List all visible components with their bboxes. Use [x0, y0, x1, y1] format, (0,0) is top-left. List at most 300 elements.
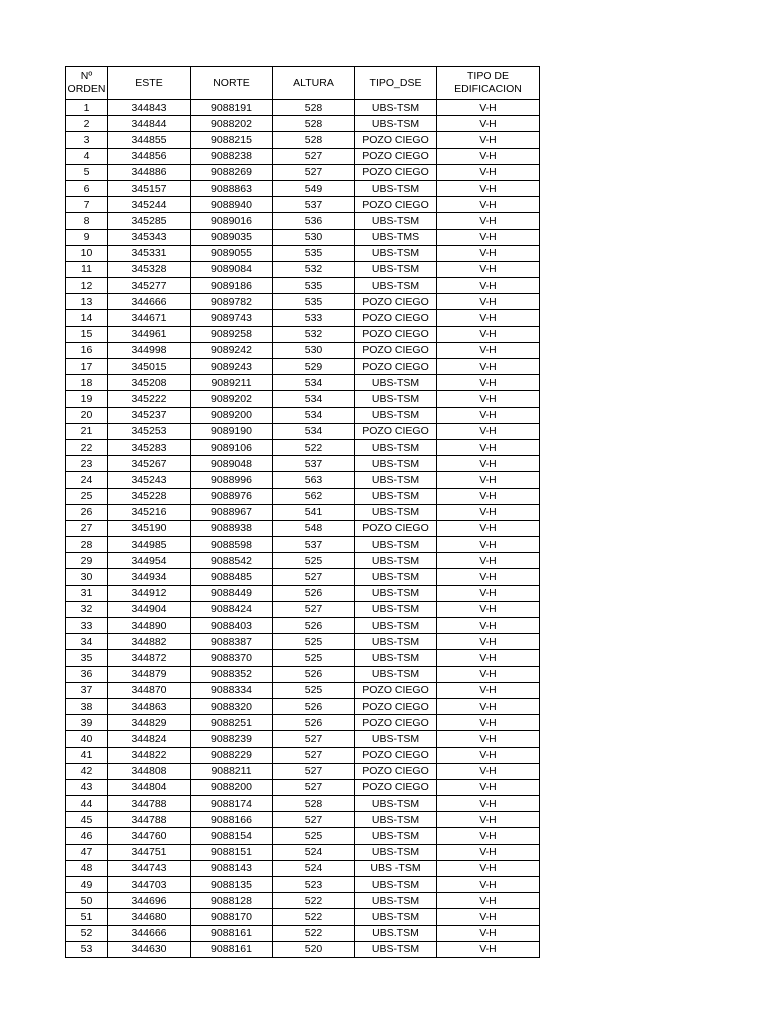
cell-orden: 28 — [66, 537, 108, 553]
cell-este: 345277 — [108, 278, 191, 294]
cell-orden: 37 — [66, 682, 108, 698]
cell-tipo-dse: POZO CIEGO — [355, 423, 437, 439]
cell-norte: 9089190 — [191, 423, 273, 439]
cell-tipo-edificacion: V-H — [437, 569, 540, 585]
cell-tipo-edificacion: V-H — [437, 456, 540, 472]
table-row — [66, 180, 540, 196]
cell-norte: 9088143 — [191, 860, 273, 876]
table-row — [66, 666, 540, 682]
cell-orden: 38 — [66, 698, 108, 714]
cell-altura: 525 — [273, 650, 355, 666]
cell-tipo-dse: UBS-TSM — [355, 828, 437, 844]
cell-este: 345190 — [108, 520, 191, 536]
table-row — [66, 407, 540, 423]
cell-altura: 533 — [273, 310, 355, 326]
cell-tipo-dse: UBS-TSM — [355, 650, 437, 666]
cell-tipo-dse: POZO CIEGO — [355, 132, 437, 148]
cell-norte: 9088598 — [191, 537, 273, 553]
cell-tipo-edificacion: V-H — [437, 666, 540, 682]
cell-tipo-dse: UBS-TSM — [355, 909, 437, 925]
cell-orden: 1 — [66, 100, 108, 116]
cell-tipo-dse: UBS-TSM — [355, 796, 437, 812]
column-header-este: ESTE — [108, 67, 191, 100]
table-body — [66, 100, 540, 958]
cell-tipo-dse: UBS-TSM — [355, 261, 437, 277]
table-row — [66, 245, 540, 261]
cell-tipo-edificacion: V-H — [437, 407, 540, 423]
cell-norte: 9088151 — [191, 844, 273, 860]
cell-este: 345228 — [108, 488, 191, 504]
cell-tipo-dse: UBS-TSM — [355, 877, 437, 893]
cell-orden: 27 — [66, 520, 108, 536]
cell-norte: 9089782 — [191, 294, 273, 310]
table-row — [66, 213, 540, 229]
cell-orden: 4 — [66, 148, 108, 164]
cell-tipo-dse: UBS-TSM — [355, 407, 437, 423]
cell-altura: 527 — [273, 164, 355, 180]
cell-tipo-dse: UBS-TSM — [355, 553, 437, 569]
cell-tipo-dse: UBS-TSM — [355, 812, 437, 828]
cell-tipo-edificacion: V-H — [437, 941, 540, 957]
table-row — [66, 828, 540, 844]
cell-este: 344855 — [108, 132, 191, 148]
table-row — [66, 423, 540, 439]
cell-orden: 24 — [66, 472, 108, 488]
cell-norte: 9089016 — [191, 213, 273, 229]
cell-tipo-dse: UBS-TSM — [355, 439, 437, 455]
cell-altura: 528 — [273, 796, 355, 812]
cell-tipo-dse: UBS-TSM — [355, 213, 437, 229]
cell-este: 344961 — [108, 326, 191, 342]
cell-tipo-edificacion: V-H — [437, 213, 540, 229]
cell-tipo-dse: POZO CIEGO — [355, 779, 437, 795]
cell-altura: 563 — [273, 472, 355, 488]
cell-este: 345285 — [108, 213, 191, 229]
cell-tipo-dse: UBS-TSM — [355, 844, 437, 860]
cell-orden: 50 — [66, 893, 108, 909]
cell-altura: 534 — [273, 391, 355, 407]
cell-altura: 522 — [273, 925, 355, 941]
table-row — [66, 116, 540, 132]
cell-tipo-dse: POZO CIEGO — [355, 294, 437, 310]
cell-altura: 530 — [273, 342, 355, 358]
cell-tipo-dse: UBS-TSM — [355, 504, 437, 520]
cell-altura: 522 — [273, 909, 355, 925]
cell-este: 344863 — [108, 698, 191, 714]
cell-tipo-dse: UBS-TSM — [355, 601, 437, 617]
cell-orden: 14 — [66, 310, 108, 326]
table-row — [66, 132, 540, 148]
cell-altura: 532 — [273, 261, 355, 277]
cell-este: 345328 — [108, 261, 191, 277]
cell-altura: 523 — [273, 877, 355, 893]
table-row — [66, 488, 540, 504]
cell-altura: 534 — [273, 407, 355, 423]
cell-este: 344696 — [108, 893, 191, 909]
cell-este: 344743 — [108, 860, 191, 876]
cell-orden: 20 — [66, 407, 108, 423]
cell-orden: 49 — [66, 877, 108, 893]
table-row — [66, 100, 540, 116]
header-row — [66, 67, 540, 100]
cell-este: 344879 — [108, 666, 191, 682]
cell-norte: 9089743 — [191, 310, 273, 326]
table-row — [66, 359, 540, 375]
table-row — [66, 877, 540, 893]
cell-tipo-edificacion: V-H — [437, 601, 540, 617]
cell-orden: 25 — [66, 488, 108, 504]
table-row — [66, 731, 540, 747]
cell-orden: 35 — [66, 650, 108, 666]
cell-orden: 46 — [66, 828, 108, 844]
cell-orden: 17 — [66, 359, 108, 375]
cell-tipo-dse: UBS-TSM — [355, 537, 437, 553]
cell-tipo-edificacion: V-H — [437, 877, 540, 893]
cell-tipo-dse: UBS-TSM — [355, 245, 437, 261]
table-row — [66, 375, 540, 391]
cell-altura: 525 — [273, 682, 355, 698]
cell-norte: 9088387 — [191, 634, 273, 650]
cell-orden: 7 — [66, 197, 108, 213]
cell-tipo-edificacion: V-H — [437, 148, 540, 164]
cell-tipo-edificacion: V-H — [437, 763, 540, 779]
table-row — [66, 456, 540, 472]
cell-altura: 525 — [273, 828, 355, 844]
cell-este: 344882 — [108, 634, 191, 650]
cell-tipo-edificacion: V-H — [437, 472, 540, 488]
cell-norte: 9088938 — [191, 520, 273, 536]
cell-tipo-dse: UBS-TSM — [355, 472, 437, 488]
cell-este: 344630 — [108, 941, 191, 957]
cell-tipo-edificacion: V-H — [437, 893, 540, 909]
cell-altura: 530 — [273, 229, 355, 245]
cell-norte: 9088403 — [191, 618, 273, 634]
cell-tipo-edificacion: V-H — [437, 229, 540, 245]
cell-orden: 41 — [66, 747, 108, 763]
cell-orden: 31 — [66, 585, 108, 601]
table-row — [66, 618, 540, 634]
table-row — [66, 229, 540, 245]
cell-tipo-dse: UBS-TSM — [355, 941, 437, 957]
cell-tipo-dse: POZO CIEGO — [355, 148, 437, 164]
cell-norte: 9089084 — [191, 261, 273, 277]
cell-tipo-dse: POZO CIEGO — [355, 342, 437, 358]
cell-norte: 9088200 — [191, 779, 273, 795]
cell-norte: 9088940 — [191, 197, 273, 213]
cell-orden: 53 — [66, 941, 108, 957]
cell-orden: 48 — [66, 860, 108, 876]
table-header — [66, 67, 540, 100]
cell-orden: 19 — [66, 391, 108, 407]
cell-tipo-dse: UBS-TSM — [355, 488, 437, 504]
cell-orden: 42 — [66, 763, 108, 779]
cell-tipo-edificacion: V-H — [437, 682, 540, 698]
cell-este: 345222 — [108, 391, 191, 407]
cell-orden: 11 — [66, 261, 108, 277]
cell-este: 344870 — [108, 682, 191, 698]
cell-orden: 39 — [66, 715, 108, 731]
cell-norte: 9088352 — [191, 666, 273, 682]
cell-este: 344985 — [108, 537, 191, 553]
data-table — [65, 66, 540, 958]
table-row — [66, 925, 540, 941]
cell-tipo-dse: UBS-TSM — [355, 375, 437, 391]
table-row — [66, 909, 540, 925]
cell-orden: 29 — [66, 553, 108, 569]
cell-altura: 537 — [273, 537, 355, 553]
cell-tipo-dse: POZO CIEGO — [355, 326, 437, 342]
cell-norte: 9088542 — [191, 553, 273, 569]
cell-orden: 5 — [66, 164, 108, 180]
cell-tipo-edificacion: V-H — [437, 618, 540, 634]
cell-norte: 9088170 — [191, 909, 273, 925]
cell-tipo-dse: UBS-TSM — [355, 180, 437, 196]
cell-altura: 528 — [273, 116, 355, 132]
cell-altura: 534 — [273, 375, 355, 391]
cell-altura: 526 — [273, 698, 355, 714]
cell-este: 344671 — [108, 310, 191, 326]
cell-tipo-dse: UBS-TSM — [355, 585, 437, 601]
cell-tipo-edificacion: V-H — [437, 828, 540, 844]
cell-este: 345015 — [108, 359, 191, 375]
cell-tipo-dse: UBS-TSM — [355, 893, 437, 909]
cell-tipo-edificacion: V-H — [437, 391, 540, 407]
cell-altura: 527 — [273, 148, 355, 164]
cell-orden: 51 — [66, 909, 108, 925]
cell-altura: 526 — [273, 585, 355, 601]
cell-orden: 9 — [66, 229, 108, 245]
cell-este: 344912 — [108, 585, 191, 601]
cell-norte: 9088863 — [191, 180, 273, 196]
cell-este: 344822 — [108, 747, 191, 763]
cell-orden: 23 — [66, 456, 108, 472]
cell-este: 344666 — [108, 925, 191, 941]
table-row — [66, 779, 540, 795]
cell-altura: 528 — [273, 132, 355, 148]
cell-este: 344666 — [108, 294, 191, 310]
cell-tipo-dse: POZO CIEGO — [355, 310, 437, 326]
cell-este: 344890 — [108, 618, 191, 634]
cell-altura: 535 — [273, 278, 355, 294]
table-row — [66, 860, 540, 876]
cell-norte: 9088320 — [191, 698, 273, 714]
cell-este: 345216 — [108, 504, 191, 520]
cell-altura: 527 — [273, 763, 355, 779]
cell-tipo-edificacion: V-H — [437, 844, 540, 860]
cell-tipo-edificacion: V-H — [437, 423, 540, 439]
cell-norte: 9088154 — [191, 828, 273, 844]
cell-altura: 548 — [273, 520, 355, 536]
cell-este: 344844 — [108, 116, 191, 132]
cell-altura: 527 — [273, 779, 355, 795]
table-row — [66, 812, 540, 828]
cell-altura: 536 — [273, 213, 355, 229]
cell-tipo-dse: POZO CIEGO — [355, 747, 437, 763]
cell-este: 345283 — [108, 439, 191, 455]
cell-este: 344886 — [108, 164, 191, 180]
cell-tipo-edificacion: V-H — [437, 164, 540, 180]
cell-tipo-dse: POZO CIEGO — [355, 197, 437, 213]
cell-altura: 526 — [273, 666, 355, 682]
cell-orden: 2 — [66, 116, 108, 132]
cell-orden: 34 — [66, 634, 108, 650]
column-header-altura: ALTURA — [273, 67, 355, 100]
cell-norte: 9089243 — [191, 359, 273, 375]
cell-altura: 522 — [273, 439, 355, 455]
cell-norte: 9088215 — [191, 132, 273, 148]
table-row — [66, 439, 540, 455]
cell-tipo-dse: POZO CIEGO — [355, 698, 437, 714]
cell-orden: 21 — [66, 423, 108, 439]
cell-norte: 9088238 — [191, 148, 273, 164]
cell-orden: 3 — [66, 132, 108, 148]
cell-tipo-dse: UBS-TSM — [355, 569, 437, 585]
cell-tipo-edificacion: V-H — [437, 634, 540, 650]
cell-altura: 529 — [273, 359, 355, 375]
cell-este: 345331 — [108, 245, 191, 261]
cell-tipo-edificacion: V-H — [437, 698, 540, 714]
table-row — [66, 844, 540, 860]
cell-este: 345253 — [108, 423, 191, 439]
cell-altura: 537 — [273, 197, 355, 213]
cell-altura: 526 — [273, 618, 355, 634]
cell-orden: 15 — [66, 326, 108, 342]
cell-este: 344760 — [108, 828, 191, 844]
cell-norte: 9088161 — [191, 941, 273, 957]
cell-tipo-dse: UBS -TSM — [355, 860, 437, 876]
cell-altura: 527 — [273, 569, 355, 585]
cell-norte: 9088251 — [191, 715, 273, 731]
cell-orden: 30 — [66, 569, 108, 585]
cell-orden: 12 — [66, 278, 108, 294]
cell-orden: 32 — [66, 601, 108, 617]
cell-tipo-edificacion: V-H — [437, 261, 540, 277]
cell-norte: 9088967 — [191, 504, 273, 520]
cell-tipo-edificacion: V-H — [437, 796, 540, 812]
cell-norte: 9088334 — [191, 682, 273, 698]
cell-este: 344788 — [108, 796, 191, 812]
cell-orden: 18 — [66, 375, 108, 391]
cell-altura: 527 — [273, 731, 355, 747]
cell-norte: 9089242 — [191, 342, 273, 358]
cell-tipo-edificacion: V-H — [437, 812, 540, 828]
cell-orden: 36 — [66, 666, 108, 682]
cell-este: 345267 — [108, 456, 191, 472]
cell-altura: 524 — [273, 844, 355, 860]
cell-orden: 16 — [66, 342, 108, 358]
cell-altura: 527 — [273, 812, 355, 828]
cell-norte: 9088996 — [191, 472, 273, 488]
cell-tipo-edificacion: V-H — [437, 294, 540, 310]
cell-tipo-edificacion: V-H — [437, 925, 540, 941]
cell-este: 344934 — [108, 569, 191, 585]
cell-altura: 528 — [273, 100, 355, 116]
cell-altura: 522 — [273, 893, 355, 909]
cell-tipo-edificacion: V-H — [437, 488, 540, 504]
cell-norte: 9088174 — [191, 796, 273, 812]
table-row — [66, 164, 540, 180]
cell-este: 344954 — [108, 553, 191, 569]
cell-norte: 9088166 — [191, 812, 273, 828]
cell-este: 344856 — [108, 148, 191, 164]
table-row — [66, 391, 540, 407]
table-row — [66, 342, 540, 358]
cell-norte: 9088976 — [191, 488, 273, 504]
cell-orden: 44 — [66, 796, 108, 812]
cell-tipo-edificacion: V-H — [437, 326, 540, 342]
cell-tipo-dse: UBS-TSM — [355, 116, 437, 132]
cell-este: 344843 — [108, 100, 191, 116]
cell-tipo-edificacion: V-H — [437, 537, 540, 553]
table-row — [66, 893, 540, 909]
table-row — [66, 763, 540, 779]
table-row — [66, 537, 540, 553]
cell-altura: 520 — [273, 941, 355, 957]
table-row — [66, 197, 540, 213]
cell-tipo-dse: UBS-TSM — [355, 731, 437, 747]
cell-tipo-dse: UBS.TSM — [355, 925, 437, 941]
cell-orden: 40 — [66, 731, 108, 747]
cell-orden: 10 — [66, 245, 108, 261]
table-row — [66, 326, 540, 342]
cell-tipo-edificacion: V-H — [437, 310, 540, 326]
cell-orden: 13 — [66, 294, 108, 310]
cell-tipo-dse: POZO CIEGO — [355, 715, 437, 731]
cell-altura: 535 — [273, 294, 355, 310]
table-row — [66, 520, 540, 536]
cell-tipo-edificacion: V-H — [437, 359, 540, 375]
cell-norte: 9088128 — [191, 893, 273, 909]
cell-norte: 9089055 — [191, 245, 273, 261]
cell-tipo-dse: UBS-TSM — [355, 278, 437, 294]
cell-este: 344904 — [108, 601, 191, 617]
cell-norte: 9088135 — [191, 877, 273, 893]
cell-tipo-edificacion: V-H — [437, 553, 540, 569]
cell-tipo-edificacion: V-H — [437, 747, 540, 763]
cell-tipo-dse: UBS-TSM — [355, 391, 437, 407]
cell-este: 345237 — [108, 407, 191, 423]
cell-norte: 9089106 — [191, 439, 273, 455]
table-row — [66, 585, 540, 601]
cell-tipo-dse: UBS-TSM — [355, 634, 437, 650]
cell-norte: 9088161 — [191, 925, 273, 941]
cell-norte: 9089048 — [191, 456, 273, 472]
cell-tipo-edificacion: V-H — [437, 197, 540, 213]
table-row — [66, 261, 540, 277]
cell-este: 345343 — [108, 229, 191, 245]
cell-tipo-dse: POZO CIEGO — [355, 164, 437, 180]
cell-norte: 9089200 — [191, 407, 273, 423]
cell-tipo-edificacion: V-H — [437, 245, 540, 261]
cell-altura: 527 — [273, 601, 355, 617]
cell-tipo-edificacion: V-H — [437, 116, 540, 132]
table-row — [66, 310, 540, 326]
cell-norte: 9088211 — [191, 763, 273, 779]
cell-orden: 8 — [66, 213, 108, 229]
cell-tipo-dse: UBS-TSM — [355, 618, 437, 634]
cell-tipo-edificacion: V-H — [437, 180, 540, 196]
cell-tipo-edificacion: V-H — [437, 585, 540, 601]
cell-norte: 9089258 — [191, 326, 273, 342]
cell-este: 345243 — [108, 472, 191, 488]
cell-norte: 9088191 — [191, 100, 273, 116]
cell-este: 344829 — [108, 715, 191, 731]
cell-tipo-dse: UBS-TSM — [355, 456, 437, 472]
cell-norte: 9088229 — [191, 747, 273, 763]
cell-orden: 33 — [66, 618, 108, 634]
cell-norte: 9089035 — [191, 229, 273, 245]
cell-tipo-edificacion: V-H — [437, 860, 540, 876]
